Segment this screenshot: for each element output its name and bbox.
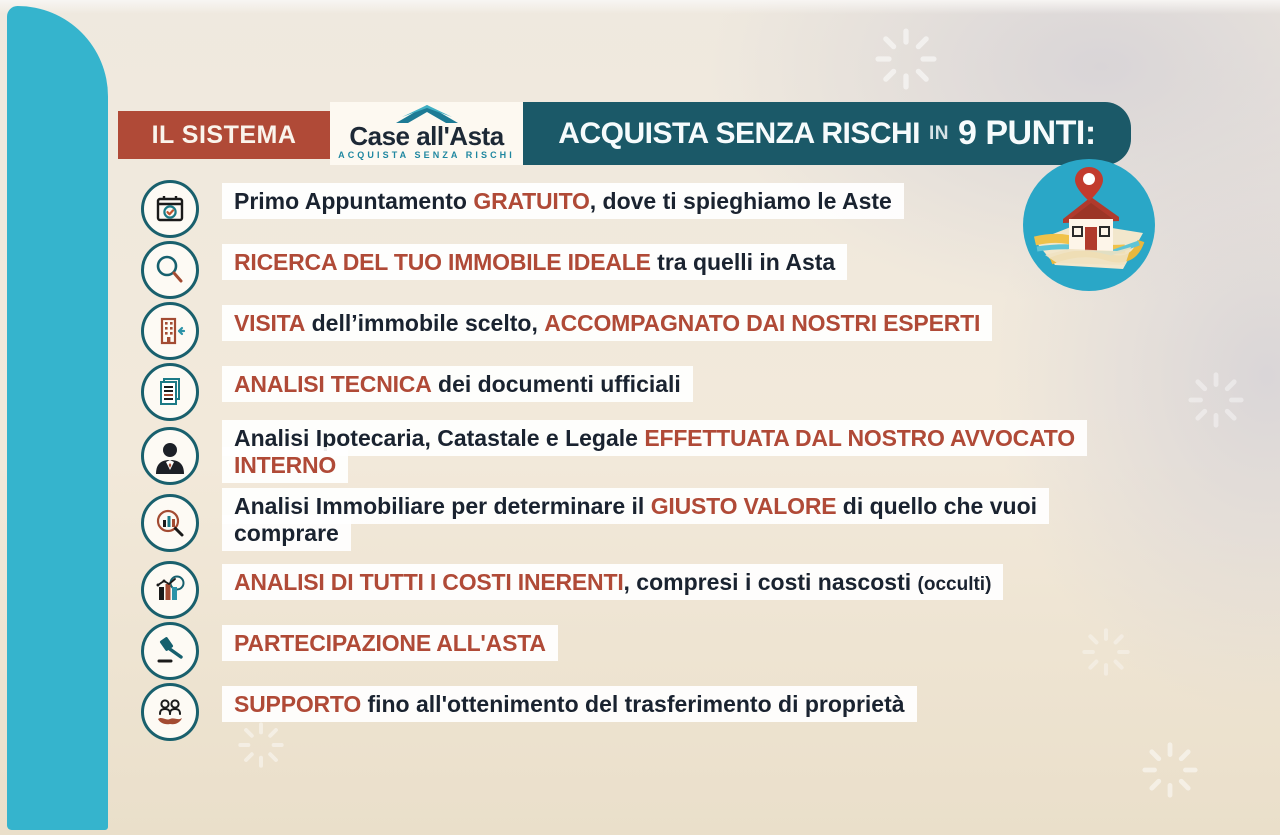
text-segment: dei documenti ufficiali xyxy=(431,371,681,397)
brand-tagline: ACQUISTA SENZA RISCHI xyxy=(338,150,515,160)
text-segment: ANALISI TECNICA xyxy=(234,371,432,397)
text-segment: VISITA xyxy=(234,310,306,336)
text-segment: ACCOMPAGNATO DAI NOSTRI ESPERTI xyxy=(544,310,981,336)
point-row xyxy=(141,241,972,299)
lawyer-icon xyxy=(141,427,199,485)
support-icon xyxy=(141,683,199,741)
point-row xyxy=(141,302,1157,360)
text-segment: , compresi i costi nascosti xyxy=(623,569,918,595)
text-segment: (occulti) xyxy=(917,574,992,595)
title-points: 9 PUNTI: xyxy=(958,114,1096,152)
text-segment: EFFETTUATA DAL NOSTRO AVVOCATO INTERNO xyxy=(234,425,1075,478)
text-segment: Analisi Ipotecaria, Catastale e Legale xyxy=(234,425,645,451)
point-text xyxy=(222,371,822,398)
text-segment: Primo Appuntamento xyxy=(234,188,474,214)
text-segment: fino all'ottenimento del trasferimento di proprietà xyxy=(361,691,905,717)
starburst-icon xyxy=(1082,628,1130,676)
starburst-icon xyxy=(1188,372,1244,428)
point-text xyxy=(222,249,972,276)
point-row xyxy=(141,363,822,421)
text-segment: , dove ti spieghiamo le Aste xyxy=(589,188,892,214)
point-row xyxy=(141,493,1157,552)
text-segment: di quello che vuoi comprare xyxy=(234,493,1038,546)
gavel-icon xyxy=(141,622,199,680)
text-segment: RICERCA DEL TUO IMMOBILE IDEALE xyxy=(234,249,651,275)
system-badge xyxy=(118,111,330,159)
text-segment: GIUSTO VALORE xyxy=(650,493,837,519)
value-search-icon xyxy=(141,494,199,552)
document-icon xyxy=(141,363,199,421)
title-main: ACQUISTA SENZA RISCHI xyxy=(558,116,921,150)
point-text xyxy=(222,630,652,657)
building-visit-icon xyxy=(141,302,199,360)
text-segment: Analisi Immobiliare per determinare il xyxy=(234,493,651,519)
point-row xyxy=(141,425,1107,485)
text-segment: ANALISI DI TUTTI I COSTI INERENTI xyxy=(234,569,624,595)
brand-name: Case all'Asta xyxy=(349,121,504,151)
teal-sidebar xyxy=(7,6,108,830)
point-text xyxy=(222,188,1062,215)
text-segment: GRATUITO xyxy=(473,188,590,214)
title-in: IN xyxy=(929,122,950,144)
starburst-icon xyxy=(1142,742,1198,798)
point-row xyxy=(141,622,652,680)
point-text xyxy=(222,691,1092,718)
point-row xyxy=(141,180,1062,238)
text-segment: dell’immobile scelto, xyxy=(305,310,545,336)
text-segment: PARTECIPAZIONE ALL'ASTA xyxy=(234,630,546,656)
system-label: IL SISTEMA xyxy=(151,120,297,149)
title-badge xyxy=(523,102,1131,165)
point-text xyxy=(222,493,1157,547)
point-text xyxy=(222,569,1167,598)
point-row xyxy=(141,561,1167,619)
search-icon xyxy=(141,241,199,299)
point-text xyxy=(222,310,1157,337)
logo-badge xyxy=(330,102,523,165)
text-segment: SUPPORTO xyxy=(234,691,362,717)
text-segment: tra quelli in Asta xyxy=(650,249,836,275)
starburst-icon xyxy=(875,28,937,90)
point-row xyxy=(141,683,1092,741)
calendar-check-icon xyxy=(141,180,199,238)
point-text xyxy=(222,425,1107,479)
costs-chart-icon xyxy=(141,561,199,619)
